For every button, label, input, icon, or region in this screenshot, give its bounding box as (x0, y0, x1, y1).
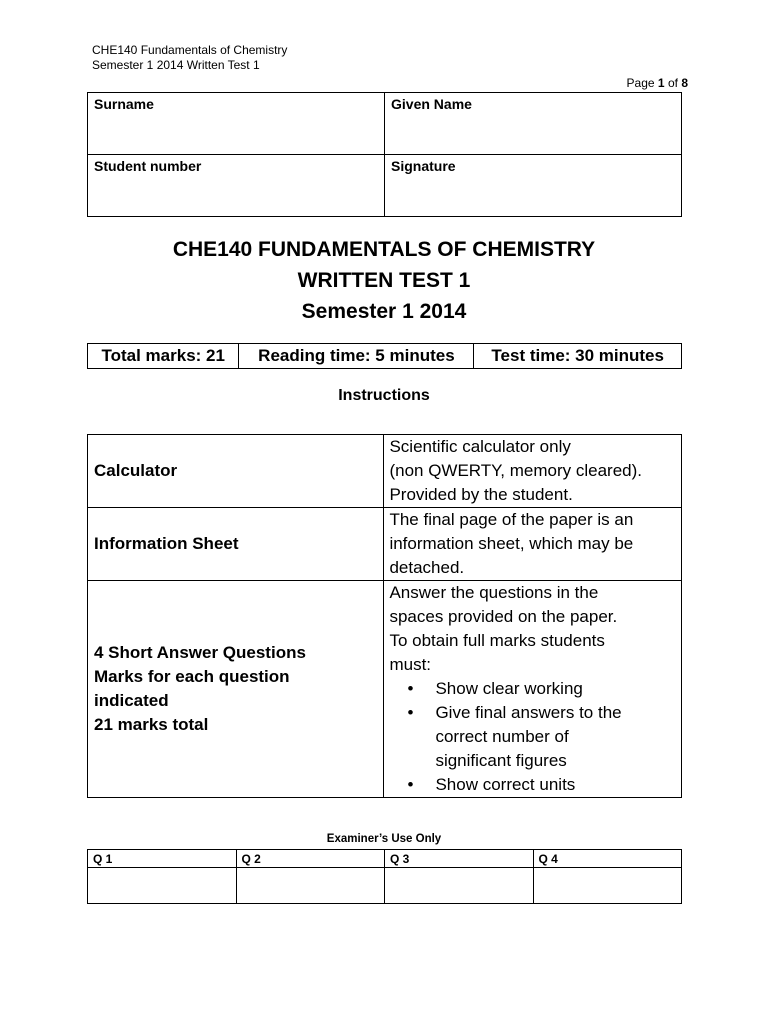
examiner-score-q1[interactable] (88, 868, 237, 904)
examiner-col-q3: Q 3 (385, 850, 534, 868)
list-item (435, 701, 676, 773)
questions-line: must: (389, 655, 432, 674)
info-line: The final page of the paper is an (389, 510, 634, 529)
questions-label-line: 21 marks total (94, 715, 209, 734)
instructions-heading: Instructions (338, 387, 430, 404)
student-number-field[interactable] (88, 155, 385, 217)
examiner-col-q2: Q 2 (236, 850, 385, 868)
examiner-heading: Examiner’s Use Only (326, 833, 442, 845)
questions-line: To obtain full marks students (389, 631, 605, 650)
info-line: detached. (389, 558, 465, 577)
requirements-list (389, 677, 676, 797)
signature-field[interactable] (385, 155, 682, 217)
list-item-line: significant figures (435, 751, 567, 770)
questions-label-line: Marks for each question (94, 667, 290, 686)
questions-label (88, 581, 384, 798)
examiner-table (87, 849, 682, 904)
calculator-line: Scientific calculator only (389, 437, 571, 456)
information-sheet-text (384, 508, 682, 581)
signature-label: Signature (391, 158, 456, 174)
surname-field[interactable] (88, 93, 385, 155)
page-total: 8 (681, 76, 688, 90)
information-sheet-label: Information Sheet (88, 508, 384, 581)
calculator-line: Provided by the student. (389, 485, 573, 504)
examiner-score-q4[interactable] (533, 868, 682, 904)
list-item-line: • Give final answers to the (435, 703, 622, 722)
page-of: of (667, 76, 678, 90)
page-current: 1 (657, 76, 665, 90)
page-prefix: Page (626, 76, 655, 90)
questions-line: Answer the questions in the (389, 583, 599, 602)
student-number-label: Student number (94, 158, 202, 174)
list-item (435, 677, 676, 701)
title-semester: Semester 1 2014 (301, 300, 467, 323)
calculator-label: Calculator (88, 435, 384, 508)
student-details-table (87, 92, 682, 217)
list-item (435, 773, 676, 797)
page-number (627, 76, 688, 90)
calculator-text (384, 435, 682, 508)
list-item-line: • Show correct units (435, 775, 576, 794)
header-test: Semester 1 2014 Written Test 1 (92, 58, 260, 72)
running-header (92, 43, 287, 73)
examiner-score-q3[interactable] (385, 868, 534, 904)
list-item-line: • Show clear working (435, 679, 583, 698)
list-item-line: correct number of (435, 727, 569, 746)
title-test: WRITTEN TEST 1 (297, 269, 471, 292)
questions-label-line: 4 Short Answer Questions (94, 643, 306, 662)
questions-label-line: indicated (94, 691, 169, 710)
examiner-col-q4: Q 4 (533, 850, 682, 868)
examiner-score-q2[interactable] (236, 868, 385, 904)
test-time: Test time: 30 minutes (474, 344, 682, 369)
questions-line: spaces provided on the paper. (389, 607, 618, 626)
marks-time-table (87, 343, 682, 369)
surname-label: Surname (94, 96, 154, 112)
examiner-col-q1: Q 1 (88, 850, 237, 868)
title-course: CHE140 FUNDAMENTALS OF CHEMISTRY (172, 238, 596, 261)
total-marks: Total marks: 21 (88, 344, 239, 369)
info-line: information sheet, which may be (389, 534, 634, 553)
calculator-line: (non QWERTY, memory cleared). (389, 461, 643, 480)
reading-time: Reading time: 5 minutes (239, 344, 474, 369)
instructions-table (87, 434, 682, 798)
given-name-field[interactable] (385, 93, 682, 155)
header-course: CHE140 Fundamentals of Chemistry (92, 43, 288, 57)
questions-text (384, 581, 682, 798)
given-name-label: Given Name (391, 96, 472, 112)
